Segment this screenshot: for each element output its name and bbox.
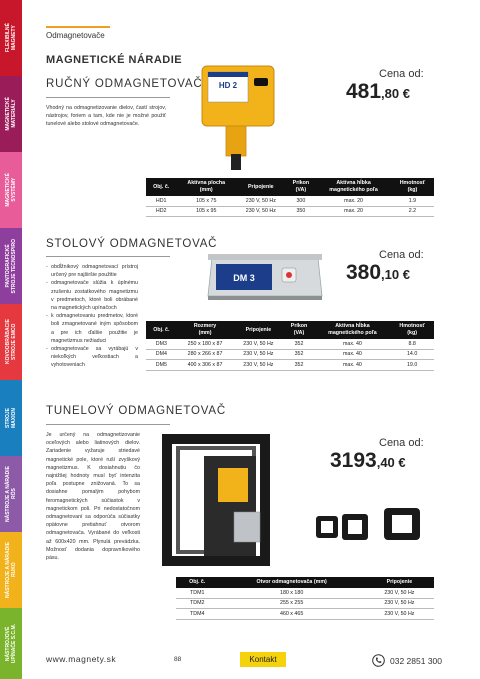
- stolovy-header-0: Obj. č.: [146, 321, 177, 339]
- rucny-description: Vhodný na odmagnetizovanie dielov, častí strojov, nástrojov, foriem a tam, kde nie je možné použiť tunelové alebo stolové odmagnetovače.: [46, 105, 166, 128]
- rucny-header-3: Príkon (VA): [286, 178, 317, 196]
- hd2-device-label: HD 2: [218, 81, 238, 90]
- tab-magneticke-materialy[interactable]: MAGNETICKÉ MATERIÁLY: [0, 76, 22, 152]
- tunelovy-spec-table: [176, 577, 434, 620]
- table-cell: max. 20: [316, 196, 391, 206]
- table-cell: HD1: [146, 196, 176, 206]
- tab-stroje-maxion[interactable]: STROJE MAXION: [0, 380, 22, 456]
- list-item: - k odmagnetovaniu predmetov, ktoré boli zmagnetované iným spôsobom a pre ich ďalšie použitie je magnetizmus nežiaduci: [46, 312, 138, 345]
- phone-icon: [372, 654, 385, 667]
- table-cell: 8.8: [390, 339, 434, 349]
- tunelovy-header-2: Pripojenie: [365, 577, 434, 588]
- tunelovy-header-0: Obj. č.: [176, 577, 219, 588]
- category-sidebar: [0, 0, 22, 679]
- table-cell: 180 x 180: [219, 588, 365, 598]
- table-cell: 1.9: [391, 196, 434, 206]
- tab-pantograficke-stroje[interactable]: PANTOGRAFICKÉ STROJE TECNOSPIRO: [0, 228, 22, 304]
- table-cell: 230 V, 50 Hz: [365, 609, 434, 620]
- kontakt-button[interactable]: Kontakt: [240, 652, 286, 667]
- table-row: [146, 360, 434, 371]
- tunelovy-price-label: Cena od:: [379, 437, 424, 449]
- stolovy-description: [46, 263, 138, 370]
- table-cell: HD2: [146, 206, 176, 217]
- table-cell: 460 x 465: [219, 609, 365, 620]
- table-cell: 230 V, 50 Hz: [233, 349, 283, 360]
- table-cell: 230 V, 50 Hz: [365, 588, 434, 598]
- stolovy-price-label: Cena od:: [379, 249, 424, 261]
- tunelovy-price: 3193,40 €: [330, 449, 406, 472]
- table-row: [176, 609, 434, 620]
- table-cell: 230 V, 50 Hz: [233, 339, 283, 349]
- stolovy-header-4: Aktívna hĺbka magnetického poľa: [315, 321, 391, 339]
- table-cell: 280 x 266 x 87: [177, 349, 234, 360]
- stolovy-spec-table: [146, 321, 434, 371]
- section-accent-line: [46, 26, 110, 28]
- table-cell: max. 40: [315, 360, 391, 371]
- phone-number: 032 2851 300: [390, 655, 442, 666]
- table-cell: 350: [286, 206, 317, 217]
- table-cell: TDM2: [176, 598, 219, 609]
- rucny-header-1: Aktívna plocha (mm): [176, 178, 236, 196]
- table-cell: TDM1: [176, 588, 219, 598]
- section-label: Odmagnetovače: [46, 31, 105, 40]
- table-cell: DM5: [146, 360, 177, 371]
- table-cell: max. 40: [315, 349, 391, 360]
- table-demagnetizer-image: [206, 250, 324, 306]
- coil-demagnetizer-images: [314, 506, 424, 544]
- table-cell: 352: [283, 339, 314, 349]
- table-cell: 14.0: [390, 349, 434, 360]
- table-row: [146, 339, 434, 349]
- table-row: [176, 588, 434, 598]
- tab-kovoobrabacie-stroje[interactable]: KOVOOBRÁBACIE STROJE EMCO: [0, 304, 22, 380]
- rucny-header-5: Hmotnosť (kg): [391, 178, 434, 196]
- table-cell: DM4: [146, 349, 177, 360]
- stolovy-header-2: Pripojenie: [233, 321, 283, 339]
- table-cell: 300: [286, 196, 317, 206]
- tab-flexibilne-magnety[interactable]: FLEXIBILNÉ MAGNETY: [0, 0, 22, 76]
- page-heading: MAGNETICKÉ NÁRADIE: [46, 54, 183, 66]
- table-cell: 105 x 75: [176, 196, 236, 206]
- list-item: - odmagnetovače sa vyrábajú v niekoľkých veľkostiach a vyhotoveniach: [46, 345, 138, 370]
- hand-demagnetizer-image: [198, 64, 280, 170]
- table-row: [146, 196, 434, 206]
- table-row: [176, 598, 434, 609]
- table-cell: 230 V, 50 Hz: [236, 196, 285, 206]
- rucny-price: 481,80 €: [346, 80, 410, 103]
- table-cell: 230 V, 50 Hz: [365, 598, 434, 609]
- table-cell: DM3: [146, 339, 177, 349]
- stolovy-header-5: Hmotnosť (kg): [390, 321, 434, 339]
- table-cell: 250 x 180 x 87: [177, 339, 234, 349]
- footer-website-link[interactable]: www.magnety.sk: [46, 654, 117, 664]
- tunnel-demagnetizer-image: [160, 432, 272, 568]
- footer-phone[interactable]: [372, 654, 442, 667]
- tunelovy-header-1: Otvor odmagnetovača (mm): [219, 577, 365, 588]
- stolovy-price: 380,10 €: [346, 261, 410, 284]
- stolovy-title: STOLOVÝ ODMAGNETOVAČ: [46, 238, 218, 250]
- tab-naradie-ruko[interactable]: NÁSTROJE A NÁRADIE RUKO: [0, 532, 22, 608]
- table-cell: 105 x 95: [176, 206, 236, 217]
- table-cell: 230 V, 50 Hz: [236, 206, 285, 217]
- table-row: [146, 349, 434, 360]
- table-cell: 352: [283, 360, 314, 371]
- list-item: - obdĺžnikový odmagnetovací prístroj určený pre najširšie použitie: [46, 263, 138, 279]
- tab-magneticke-systemy[interactable]: MAGNETICKÉ SYSTÉMY: [0, 152, 22, 228]
- table-cell: 400 x 306 x 87: [177, 360, 234, 371]
- table-cell: max. 20: [316, 206, 391, 217]
- tab-upinace-scm[interactable]: NÁSTROJOVÉ UPÍNAČE S.C.M.: [0, 608, 22, 679]
- dm3-device-label: DM 3: [233, 273, 255, 283]
- table-cell: 19.0: [390, 360, 434, 371]
- rucny-header-2: Pripojenie: [236, 178, 285, 196]
- stolovy-header-1: Rozmery (mm): [177, 321, 234, 339]
- table-cell: max. 40: [315, 339, 391, 349]
- rucny-title: RUČNÝ ODMAGNETOVAČ: [46, 78, 203, 90]
- rucny-header-4: Aktívna hĺbka magnetického poľa: [316, 178, 391, 196]
- table-cell: 255 x 255: [219, 598, 365, 609]
- tunelovy-rule: [46, 424, 170, 425]
- rucny-header-0: Obj. č.: [146, 178, 176, 196]
- rucny-price-label: Cena od:: [379, 68, 424, 80]
- rucny-rule: [46, 97, 170, 98]
- table-cell: TDM4: [176, 609, 219, 620]
- rucny-spec-table: [146, 178, 434, 217]
- tunelovy-description: Je určený na odmagnetizovanie oceľových alebo liatinových dielov. Zariadenie vyžaruje striedavé magnetické pole, ktoré ruší zvyškový magnetizmus. K dosiahnutiu čo najnižšej hodnoty musí byť intenzita poľa postupne znižovaná. To sa dosiahne pomalým pohybom feromagnetických súčiastok v magnetickom poli. Pri nedostatočnom odmagnetovaní sa odporúča súčiastky opätovne pretiahnuť otvorom odmagnetovača. Vyrábané do veľkosti až 600x420 mm. Plynulá prevádzka. Možnosť dodania dopravníkového pásu.: [46, 432, 140, 562]
- tab-naradie-ros[interactable]: NÁSTROJE A NÁRADIE RÖS: [0, 456, 22, 532]
- table-row: [146, 206, 434, 217]
- page-number: 88: [174, 656, 182, 663]
- table-cell: 2.2: [391, 206, 434, 217]
- table-cell: 352: [283, 349, 314, 360]
- list-item: - odmagnetovače slúžia k úplnému zrušeniu zostatkového magnetizmu v predmetoch, ktoré boli obrábané na magnetických upínačoch: [46, 279, 138, 312]
- stolovy-header-3: Príkon (VA): [283, 321, 314, 339]
- tunelovy-title: TUNELOVÝ ODMAGNETOVAČ: [46, 405, 226, 417]
- table-cell: 230 V, 50 Hz: [233, 360, 283, 371]
- stolovy-rule: [46, 256, 170, 257]
